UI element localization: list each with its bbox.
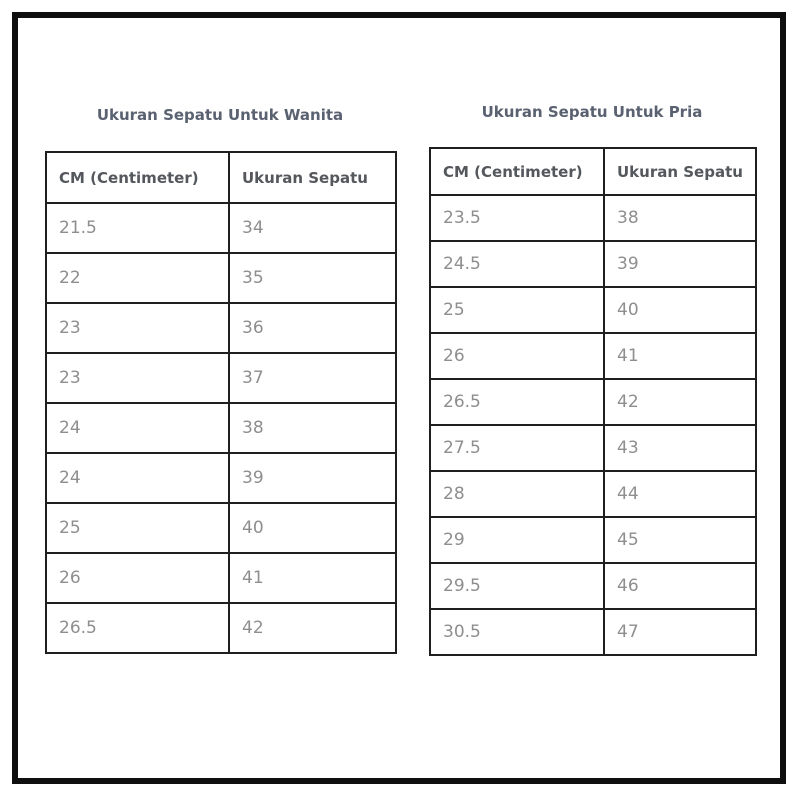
column-header-cm: CM (Centimeter) [46,152,229,203]
table-cell: 28 [430,471,604,517]
table-header-row [46,152,396,203]
table-row [430,609,756,655]
table-row [430,517,756,563]
table-row [430,241,756,287]
table-row [46,353,396,403]
table-cell: 23.5 [430,195,604,241]
column-header-shoe-size: Ukuran Sepatu [229,152,396,203]
table-row [46,403,396,453]
table-cell: 24.5 [430,241,604,287]
table-row [430,471,756,517]
table-cell: 23 [46,353,229,403]
table-cell: 26 [46,553,229,603]
table-cell: 47 [604,609,756,655]
table-row [430,195,756,241]
table-row [430,287,756,333]
table-cell: 21.5 [46,203,229,253]
table-header-row [430,148,756,195]
table-cell: 41 [604,333,756,379]
table-row [430,563,756,609]
table-cell: 26 [430,333,604,379]
table-cell: 38 [229,403,396,453]
table-row [46,553,396,603]
table-cell: 25 [46,503,229,553]
table-row [46,303,396,353]
table-row [430,333,756,379]
table-cell: 26.5 [46,603,229,653]
table-cell: 44 [604,471,756,517]
table-cell: 24 [46,403,229,453]
men-size-chart-section [429,100,755,656]
table-cell: 42 [229,603,396,653]
table-cell: 26.5 [430,379,604,425]
table-row [46,203,396,253]
table-cell: 24 [46,453,229,503]
women-size-table [45,151,397,654]
table-cell: 29.5 [430,563,604,609]
column-header-cm: CM (Centimeter) [430,148,604,195]
table-cell: 38 [604,195,756,241]
table-row [46,453,396,503]
men-size-table [429,147,757,656]
table-cell: 39 [604,241,756,287]
table-cell: 46 [604,563,756,609]
table-row [46,603,396,653]
table-cell: 36 [229,303,396,353]
men-size-chart-title: Ukuran Sepatu Untuk Pria [481,103,703,121]
table-cell: 30.5 [430,609,604,655]
table-cell: 40 [604,287,756,333]
table-cell: 34 [229,203,396,253]
table-row [430,425,756,471]
table-cell: 22 [46,253,229,303]
women-size-chart-section [45,103,395,654]
table-row [46,253,396,303]
table-cell: 39 [229,453,396,503]
table-cell: 35 [229,253,396,303]
table-cell: 45 [604,517,756,563]
table-cell: 43 [604,425,756,471]
table-cell: 41 [229,553,396,603]
table-row [430,379,756,425]
table-cell: 40 [229,503,396,553]
table-cell: 37 [229,353,396,403]
table-cell: 25 [430,287,604,333]
women-size-chart-title: Ukuran Sepatu Untuk Wanita [96,106,344,124]
table-cell: 27.5 [430,425,604,471]
table-cell: 42 [604,379,756,425]
table-cell: 29 [430,517,604,563]
table-cell: 23 [46,303,229,353]
column-header-shoe-size: Ukuran Sepatu [604,148,756,195]
table-row [46,503,396,553]
